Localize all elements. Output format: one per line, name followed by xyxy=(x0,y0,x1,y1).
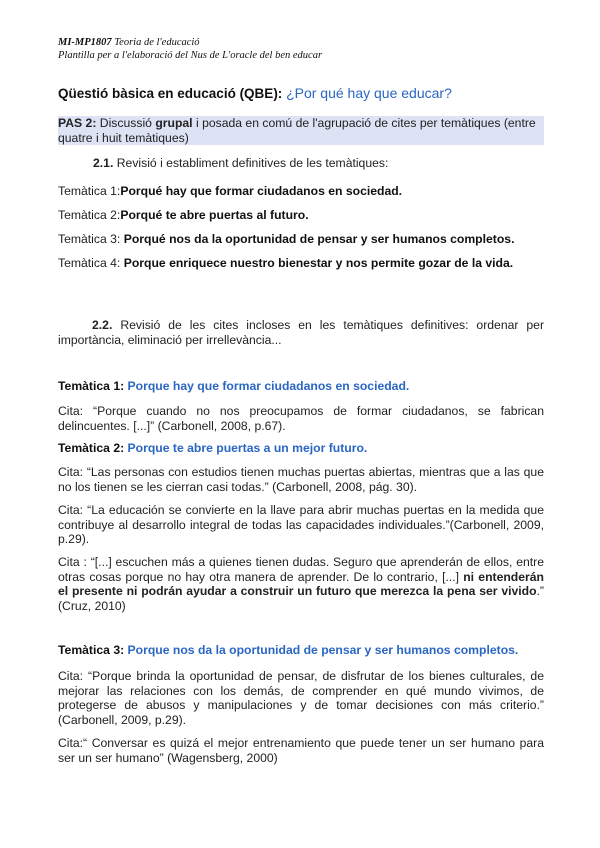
tema2-cita-3 xyxy=(58,555,544,613)
pas2-text-b: i posada en comú de l'agrupació de cites per temàtiques (entre quatre i huit temàtiques) xyxy=(58,116,536,145)
tema2-cita-3-a: Cita : “[...] escuchen más a quienes tienen dudas. Seguro que aprenderán de ellos, entre otras cosas porque no hay otra manera de aprender. De lo contrario, [...] xyxy=(58,555,544,584)
tematica-value: Porque enriquece nuestro bienestar y nos permite gozar de la vida. xyxy=(123,256,514,270)
tematica-value: Porqué te abre puertas al futuro. xyxy=(120,208,309,222)
tema2-cita-3-bold: ni entenderán el presente ni podrán ayudar a construir un futuro que merezca la pena ser vivido xyxy=(58,569,544,598)
header-line-2: Plantilla per a l'elaboració del Nus de L'oracle del ben educar xyxy=(58,50,323,61)
course-title: Teoria de l'educació xyxy=(114,37,200,48)
tema3-label: Temàtica 3: xyxy=(58,643,125,657)
tematica-value: Porqué nos da la oportunidad de pensar y ser humanos completos. xyxy=(123,232,515,246)
tema2-title: Porque te abre puertas a un mejor futuro. xyxy=(127,441,368,455)
tema3-heading xyxy=(58,643,544,658)
tema2-cita-3-b: .” (Cruz, 2010) xyxy=(58,584,544,613)
qbe-question: ¿Por qué hay que educar? xyxy=(286,85,452,101)
section-2-1-text: Revisió i establiment definitives de les temàtiques: xyxy=(116,156,389,170)
tema1-title: Porque hay que formar ciudadanos en sociedad. xyxy=(127,379,410,393)
document-header xyxy=(58,36,322,62)
tema2-cita-1: Cita: “Las personas con estudios tienen muchas puertas abiertas, mientras que a las que no los tienen se les cierran casi todas.” (Carbonell, 2008, pág. 30). xyxy=(58,465,544,494)
section-2-2-text: Revisió de les cites incloses en les temàtiques definitives: ordenar per importància, eliminació per irrellevància... xyxy=(58,318,544,347)
course-code: MI-MP1807 xyxy=(58,37,112,48)
section-2-2 xyxy=(58,318,544,347)
pas2-paragraph xyxy=(58,116,544,145)
tematica-line-1 xyxy=(58,184,544,199)
tema1-label: Temàtica 1: xyxy=(58,379,125,393)
tema2-label: Temàtica 2: xyxy=(58,441,125,455)
qbe-label: Qüestió bàsica en educació (QBE): xyxy=(58,86,283,101)
pas2-label: PAS 2: xyxy=(58,116,97,130)
header-line-1 xyxy=(58,36,322,49)
section-2-1-number: 2.1. xyxy=(93,156,114,170)
tematica-label: Temàtica 2: xyxy=(58,208,121,222)
tematica-line-3 xyxy=(58,232,544,247)
pas2-text-bold: grupal xyxy=(155,116,193,130)
tematica-label: Temàtica 4: xyxy=(58,256,124,270)
tematica-line-2 xyxy=(58,208,544,223)
section-2-2-number: 2.2. xyxy=(92,318,113,332)
qbe-heading xyxy=(58,86,544,102)
tema3-cita-2: Cita:“ Conversar es quizá el mejor entrenamiento que puede tener un ser humano para ser un ser humano” (Wagensberg, 2000) xyxy=(58,736,544,765)
tema1-cita-1: Cita: “Porque cuando no nos preocupamos de formar ciudadanos, se fabrican delincuentes. [...]” (Carbonell, 2008, p.67). xyxy=(58,404,544,433)
tema1-heading xyxy=(58,379,544,394)
pas2-text-a: Discussió xyxy=(99,116,152,130)
tema2-cita-2: Cita: “La educación se convierte en la llave para abrir muchas puertas en la medida que contribuye al desarrollo integral de todas las capacidades individuales.”(Carbonell, 2009, p.29). xyxy=(58,503,544,546)
tematica-line-4 xyxy=(58,256,544,271)
tematica-label: Temàtica 3: xyxy=(58,232,124,246)
tema3-cita-1: Cita: “Porque brinda la oportunidad de pensar, de disfrutar de los bienes culturales, de mejorar las relaciones con los demás, de comprender en qué mundo vivimos, de protegerse de abusos y manipulaciones y de tomar decisiones con más criterio.” (Carbonell, 2009, p.29). xyxy=(58,669,544,727)
tema2-heading xyxy=(58,441,544,456)
tematica-value: Porqué hay que formar ciudadanos en sociedad. xyxy=(120,184,403,198)
section-2-1 xyxy=(93,156,544,171)
tematica-label: Temàtica 1: xyxy=(58,184,121,198)
tema3-title: Porque nos da la oportunidad de pensar y ser humanos completos. xyxy=(127,643,519,657)
